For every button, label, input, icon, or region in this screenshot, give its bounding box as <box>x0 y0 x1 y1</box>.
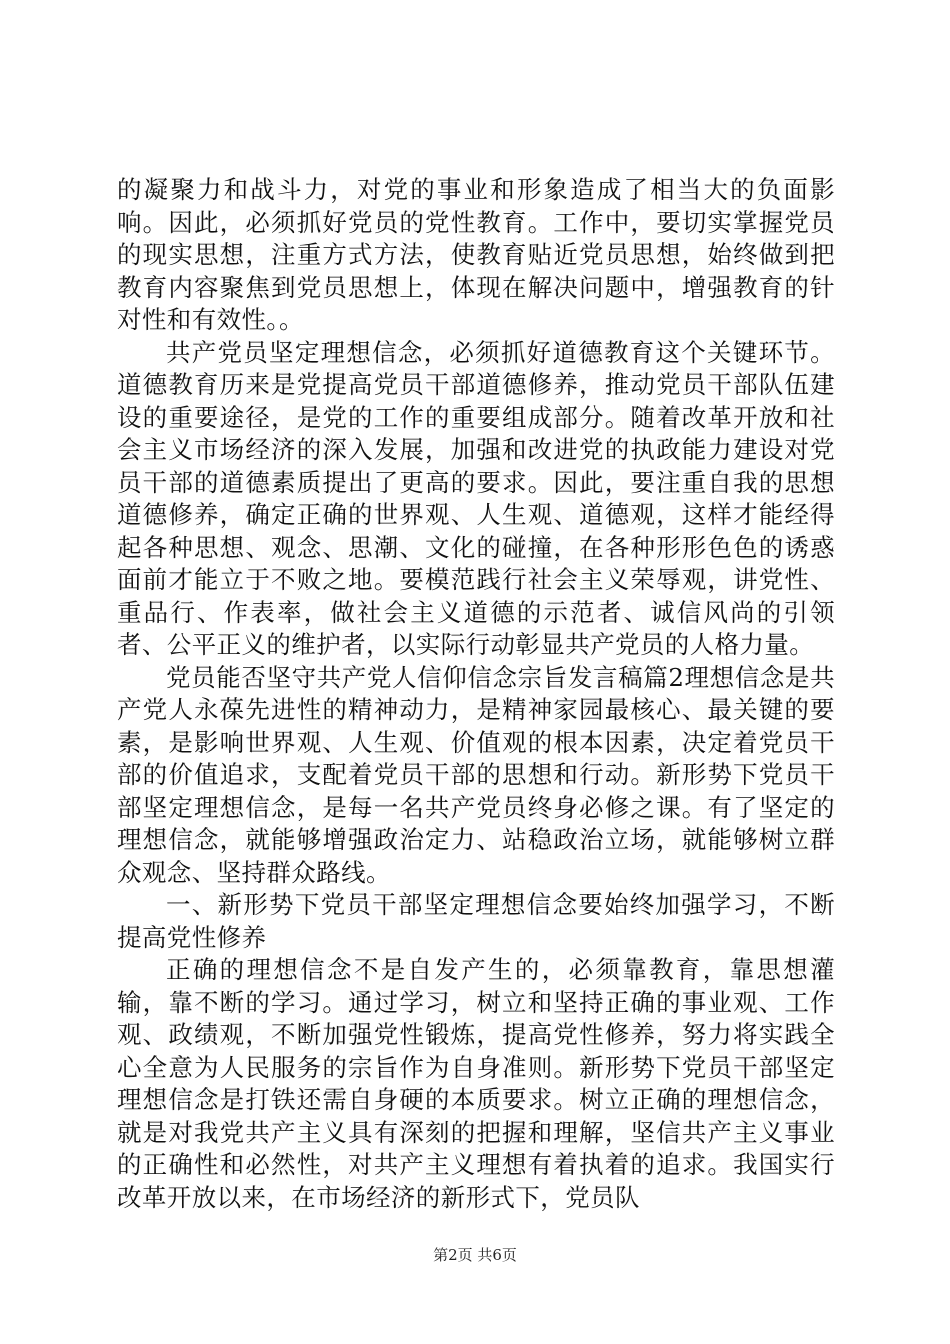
paragraph-moral-education: 共产党员坚定理想信念，必须抓好道德教育这个关键环节。道德教育历来是党提高党员干部道德修养，推动党员干部队伍建设的重要途径，是党的工作的重要组成部分。随着改革开放和社会主义市场经济的深入发展，加强和改进党的执政能力建设对党员干部的道德素质提出了更高的要求。因此，要注重自我的思想道德修养，确定正确的世界观、人生观、道德观，这样才能经得起各种思想、观念、思潮、文化的碰撞，在各种形形色色的诱惑面前才能立于不败之地。要模范践行社会主义荣辱观，讲党性、重品行、作表率，做社会主义道德的示范者、诚信风尚的引领者、公平正义的维护者，以实际行动彰显共产党员的人格力量。 <box>117 337 835 659</box>
section-heading-one: 一、新形势下党员干部坚定理想信念要始终加强学习，不断提高党性修养 <box>117 890 835 952</box>
paragraph-continuation: 的凝聚力和战斗力，对党的事业和形象造成了相当大的负面影响。因此，必须抓好党员的党性教育。工作中，要切实掌握党员的现实思想，注重方式方法，使教育贴近党员思想，始终做到把教育内容聚焦到党员思想上，体现在解决问题中，增强教育的针对性和有效性。。 <box>117 175 835 334</box>
page-footer: 第2页 共6页 <box>433 1246 517 1264</box>
document-body <box>117 174 835 1214</box>
paragraph-learning: 正确的理想信念不是自发产生的，必须靠教育，靠思想灌输，靠不断的学习。通过学习，树立和坚持正确的事业观、工作观、政绩观，不断加强党性锻炼，提高党性修养，努力将实践全心全意为人民服务的宗旨作为自身准则。新形势下党员干部坚定理想信念是打铁还需自身硬的本质要求。树立正确的理想信念，就是对我党共产主义具有深刻的把握和理解，坚信共产主义事业的正确性和必然性，对共产主义理想有着执着的追求。我国实行改革开放以来，在市场经济的新形式下，党员队 <box>117 955 835 1212</box>
paragraph-ideals-speech: 党员能否坚守共产党人信仰信念宗旨发言稿篇2理想信念是共产党人永葆先进性的精神动力，是精神家园最核心、最关键的要素，是影响世界观、人生观、价值观的根本因素，决定着党员干部的价值追求，支配着党员干部的思想和行动。新形势下党员干部坚定理想信念，是每一名共产党员终身必修之课。有了坚定的理想信念，就能够增强政治定力、站稳政治立场，就能够树立群众观念、坚持群众路线。 <box>117 662 835 887</box>
